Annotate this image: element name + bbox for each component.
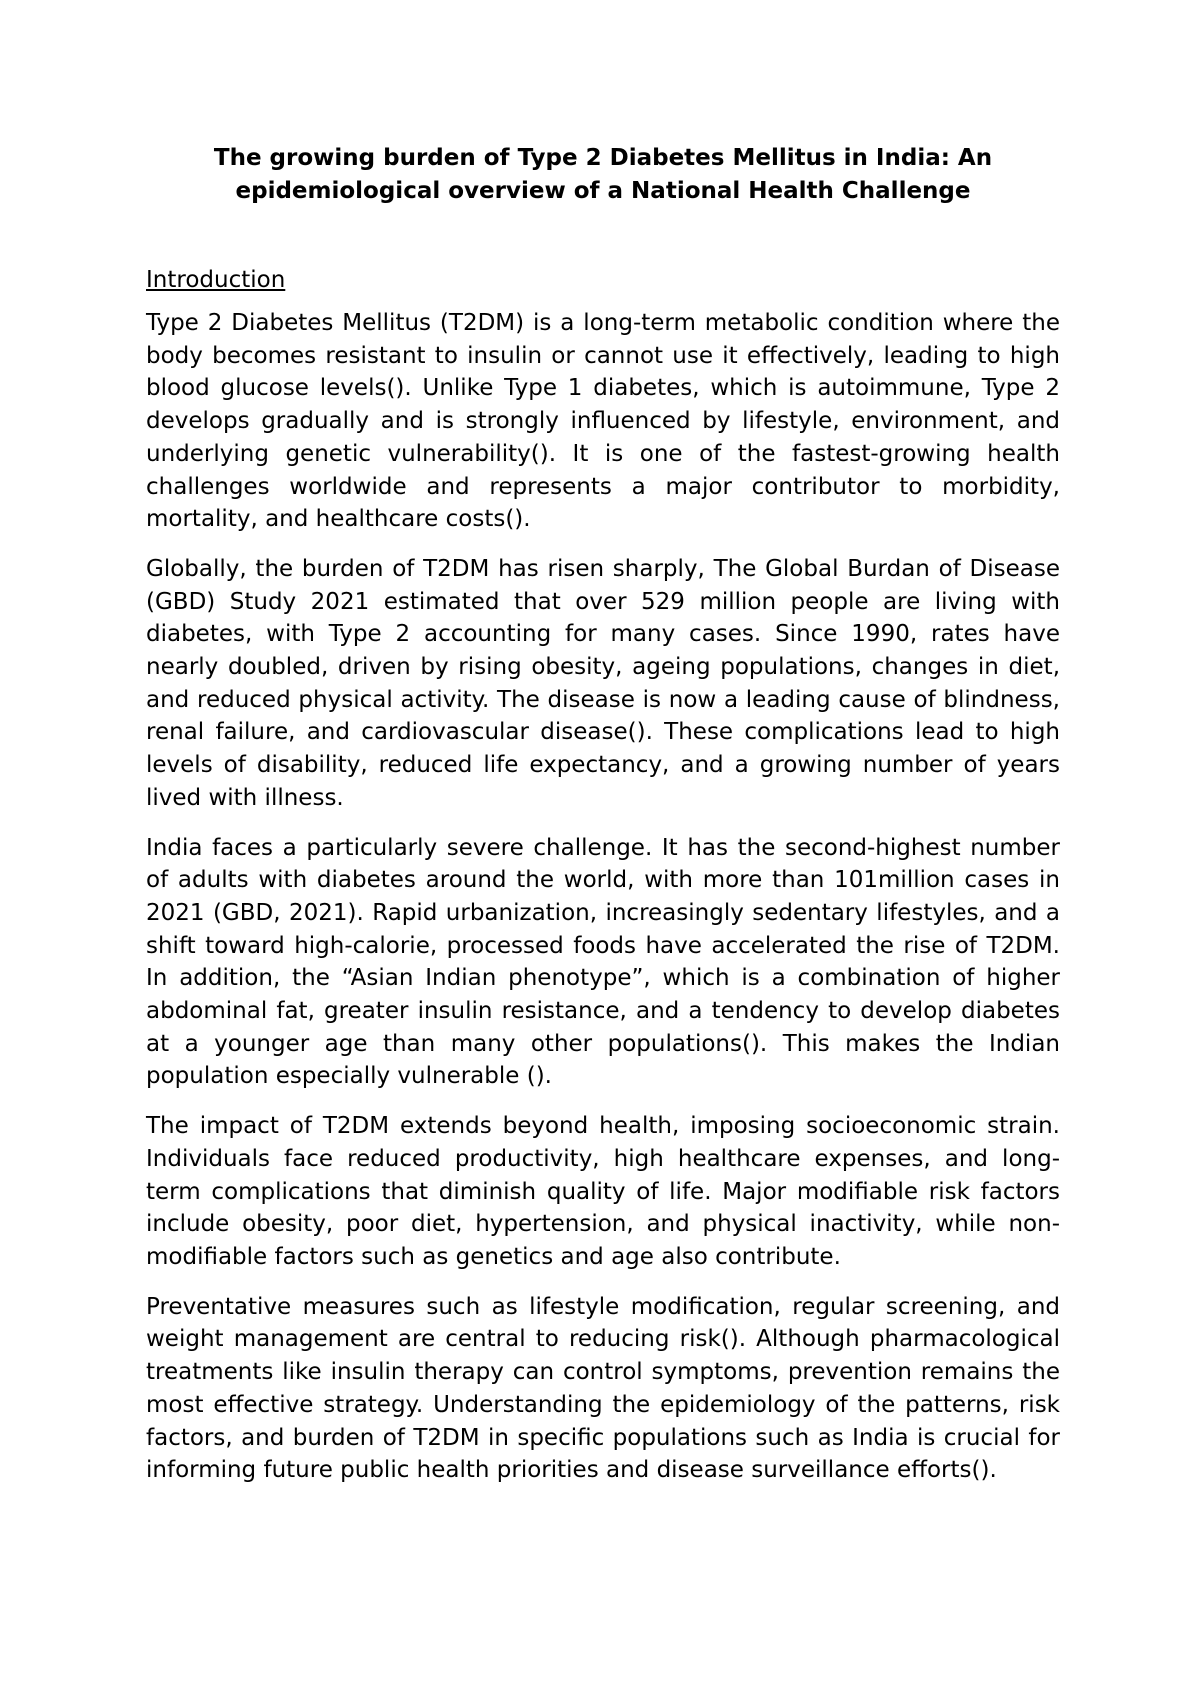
paragraph-3: India faces a particularly severe challenge. It has the second-highest number of adults with diabetes around the world, with more than 101million cases in 2021 (GBD, 2021). Rapid urbanization, increasingly sedentary lifestyles, and a shift toward high-calorie, processed foods have accelerated the rise of T2DM. In addition, the “Asian Indian phenotype”, which is a combination of higher abdominal fat, greater insulin resistance, and a tendency to develop diabetes at a younger age than many other populations(). This makes the Indian population especially vulnerable ().: [146, 834, 1060, 1090]
paragraph-4: The impact of T2DM extends beyond health, imposing socioeconomic strain. Individuals face reduced productivity, high healthcare expenses, and long-term complications that diminish quality of life. Major modifiable risk factors include obesity, poor diet, hypertension, and physical inactivity, while non-modifiable factors such as genetics and age also contribute.: [146, 1113, 1060, 1270]
document-title: [146, 142, 1060, 208]
paragraph-1: Type 2 Diabetes Mellitus (T2DM) is a long-term metabolic condition where the body becomes resistant to insulin or cannot use it effectively, leading to high blood glucose levels(). Unlike Type 1 diabetes, which is autoimmune, Type 2 develops gradually and is strongly influenced by lifestyle, environment, and underlying genetic vulnerability(). It is one of the fastest-growing health challenges worldwide and represents a major contributor to morbidity, mortality, and healthcare costs().: [146, 310, 1060, 533]
title-line-2: epidemiological overview of a National Health Challenge: [235, 178, 971, 204]
document-page: [146, 142, 1060, 1504]
section-heading-introduction: Introduction: [146, 267, 286, 293]
title-line-1: The growing burden of Type 2 Diabetes Mellitus in India: An: [213, 145, 993, 171]
paragraph-2: Globally, the burden of T2DM has risen sharply, The Global Burdan of Disease (GBD) Study 2021 estimated that over 529 million people are living with diabetes, with Type 2 accounting for many cases. Since 1990, rates have nearly doubled, driven by rising obesity, ageing populations, changes in diet, and reduced physical activity. The disease is now a leading cause of blindness, renal failure, and cardiovascular disease(). These complications lead to high levels of disability, reduced life expectancy, and a growing number of years lived with illness.: [146, 555, 1060, 811]
paragraph-5: Preventative measures such as lifestyle modification, regular screening, and weight management are central to reducing risk(). Although pharmacological treatments like insulin therapy can control symptoms, prevention remains the most effective strategy. Understanding the epidemiology of the patterns, risk factors, and burden of T2DM in specific populations such as India is crucial for informing future public health priorities and disease surveillance efforts().: [146, 1293, 1060, 1484]
